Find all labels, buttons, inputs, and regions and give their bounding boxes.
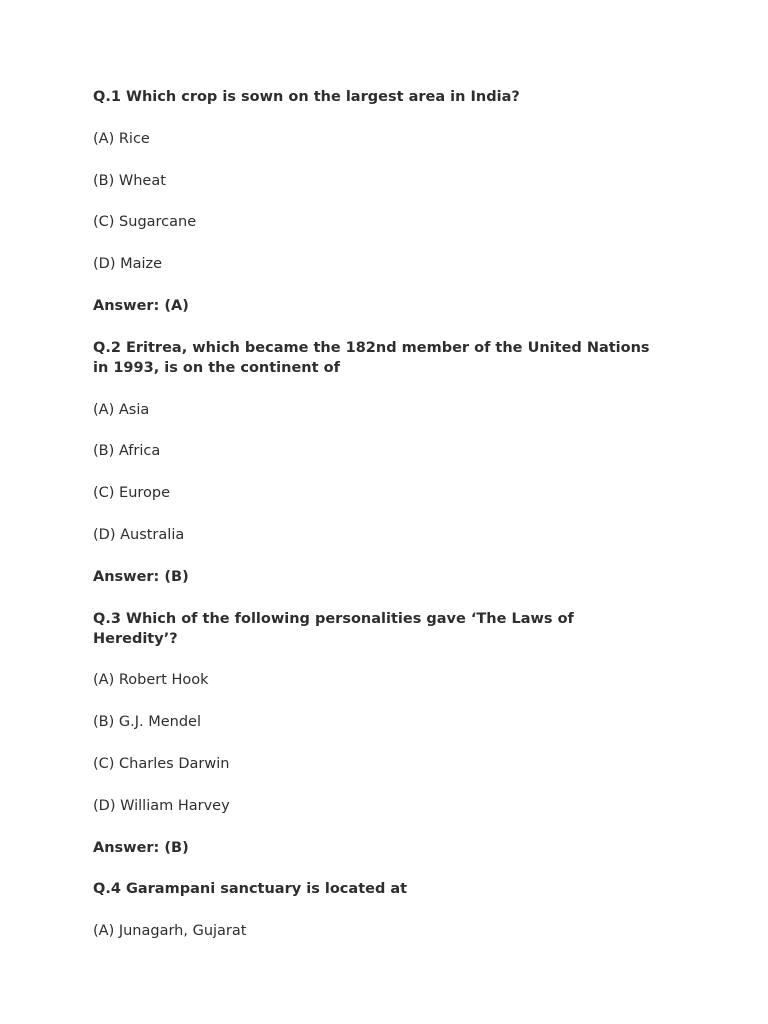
question-2-option-a: (A) Asia xyxy=(93,401,150,418)
question-3-option-a: (A) Robert Hook xyxy=(93,672,209,689)
question-1: Q.1 Which crop is sown on the largest area in India? xyxy=(93,89,520,105)
question-2-answer: Answer: (B) xyxy=(93,568,189,585)
question-1-option-d: (D) Maize xyxy=(93,256,163,273)
question-3-answer: Answer: (B) xyxy=(93,839,189,856)
question-3: Q.3 Which of the following personalities gave ‘The Laws of Heredity’? xyxy=(93,610,574,647)
question-2-option-d: (D) Australia xyxy=(93,526,185,543)
question-3-option-b: (B) G.J. Mendel xyxy=(93,714,201,731)
question-1-option-c: (C) Sugarcane xyxy=(93,214,197,231)
question-1-option-a: (A) Rice xyxy=(93,130,150,147)
question-4-option-a: (A) Junagarh, Gujarat xyxy=(93,923,247,940)
question-3-option-c: (C) Charles Darwin xyxy=(93,755,230,772)
question-4: Q.4 Garampani sanctuary is located at xyxy=(93,881,408,898)
question-1-answer: Answer: (A) xyxy=(93,297,189,314)
question-2-option-c: (C) Europe xyxy=(93,485,171,502)
quiz-content xyxy=(93,87,653,963)
question-2-option-b: (B) Africa xyxy=(93,443,161,460)
question-1-option-b: (B) Wheat xyxy=(93,172,166,189)
question-2: Q.2 Eritrea, which became the 182nd member of the United Nations in 1993, is on the continent of xyxy=(93,339,650,376)
question-3-option-d: (D) William Harvey xyxy=(93,797,230,814)
